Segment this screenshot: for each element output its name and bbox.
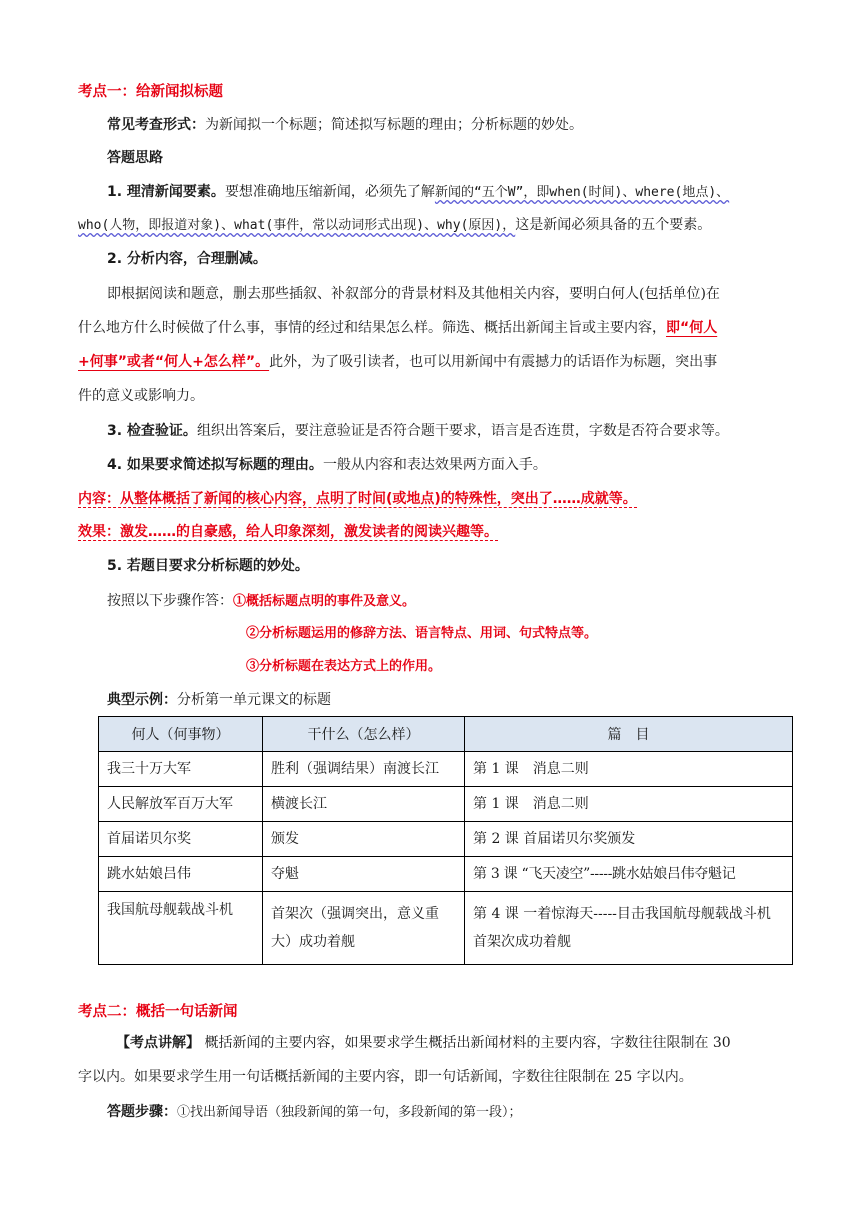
point-1-line-1 (107, 182, 729, 203)
exam-forms-label: 常见考查形式： (107, 117, 205, 133)
point-5-title: 5. 若题目要求分析标题的妙处。 (107, 558, 309, 574)
example-table (98, 716, 793, 965)
point-2-line-4: 件的意义或影响力。 (78, 388, 204, 404)
lecture-line-1 (116, 1033, 731, 1053)
point-3-line (107, 421, 729, 441)
exam-forms-text: 为新闻拟一个标题；简述拟写标题的理由；分析标题的妙处。 (205, 117, 583, 133)
steps-intro: 按照以下步骤作答： (107, 593, 233, 609)
effect-line-text: 效果：激发……的自豪感，给人印象深刻，激发读者的阅读兴趣等。 (78, 524, 498, 540)
cell-who: 我三十万大军 (99, 752, 263, 787)
lecture-text-1: 概括新闻的主要内容，如果要求学生概括出新闻材料的主要内容，字数往往限制在 30 (204, 1035, 731, 1051)
answer-steps-label: 答题步骤： (107, 1104, 177, 1120)
example-text: 分析第一单元课文的标题 (177, 692, 331, 708)
cell-who: 我国航母舰载战斗机 (99, 892, 263, 965)
steps-line-1 (107, 591, 415, 612)
five-w-text-cont: who(人物，即报道对象)、what(事件，常以动词形式出现)、why(原因)， (78, 218, 516, 233)
exam-forms-paragraph (107, 115, 583, 135)
five-w-text: 新闻的“五个W”，即when(时间)、where(地点)、 (434, 185, 730, 200)
cell-lesson: 第 2 课 首届诺贝尔奖颁发 (465, 822, 793, 857)
effect-line (78, 522, 498, 542)
answer-steps-line (107, 1102, 522, 1123)
point-2-title: 2. 分析内容，合理删减。 (107, 251, 267, 267)
point-4-text: 一般从内容和表达效果两方面入手。 (322, 457, 547, 473)
table-row (99, 892, 793, 965)
cell-who: 人民解放军百万大军 (99, 787, 263, 822)
content-line-text: 内容：从整体概括了新闻的核心内容，点明了时间(或地点)的特殊性，突出了……成就等。 (78, 491, 637, 507)
cell-who: 跳水姑娘吕伟 (99, 857, 263, 892)
point-3-text: 组织出答案后，要注意验证是否符合题干要求，语言是否连贯，字数是否符合要求等。 (196, 423, 729, 439)
point-1-title: 1. 理清新闻要素。 (107, 184, 225, 200)
cell-lesson: 第 3 课 “飞天凌空”-----跳水姑娘吕伟夺魁记 (465, 857, 793, 892)
point-2-text: 什么地方什么时候做了什么事，事情的经过和结果怎么样。筛选、概括出新闻主旨或主要内容， (78, 320, 666, 336)
example-line (107, 690, 331, 710)
point-1-text-a: 要想准确地压缩新闻，必须先了解 (224, 184, 435, 200)
example-label: 典型示例： (107, 692, 177, 708)
table-row (99, 752, 793, 787)
header-lesson: 篇 目 (465, 717, 793, 752)
red-emphasis-b: +何事”或者“何人+怎么样”。 (78, 354, 270, 370)
cell-lesson: 第 1 课 消息二则 (465, 752, 793, 787)
point-2-line-2 (78, 318, 717, 338)
cell-what: 首架次（强调突出，意义重大）成功着舰 (263, 892, 465, 965)
point-3-title: 3. 检查验证。 (107, 423, 197, 439)
header-what: 干什么（怎么样） (263, 717, 465, 752)
cell-what: 夺魁 (263, 857, 465, 892)
red-emphasis-a: 即“何人 (666, 320, 718, 336)
cell-lesson: 第 1 课 消息二则 (465, 787, 793, 822)
point-2-line-3 (78, 352, 717, 372)
lecture-label: 【考点讲解】 (116, 1035, 200, 1051)
cell-what: 横渡长江 (263, 787, 465, 822)
cell-lesson: 第 4 课 一着惊海天-----目击我国航母舰载战斗机首架次成功着舰 (465, 892, 793, 965)
point-1-text-d: 这是新闻必须具备的五个要素。 (515, 217, 712, 233)
table-row (99, 857, 793, 892)
table-row (99, 822, 793, 857)
table-header-row (99, 717, 793, 752)
step-3: ③分析标题在表达方式上的作用。 (246, 659, 442, 674)
section-heading-2: 考点二：概括一句话新闻 (78, 1003, 238, 1020)
point-4-title: 4. 如果要求简述拟写标题的理由。 (107, 457, 323, 473)
point-4-line (107, 455, 547, 475)
header-who: 何人（何事物） (99, 717, 263, 752)
cell-what: 胜利（强调结果）南渡长江 (263, 752, 465, 787)
answer-ideas-label: 答题思路 (107, 150, 163, 166)
table-row (99, 787, 793, 822)
point-1-line-2 (78, 215, 711, 236)
point-2-line-1: 即根据阅读和题意，删去那些插叙、补叙部分的背景材料及其他相关内容，要明白何人(包括单位)在 (107, 286, 720, 302)
cell-who: 首届诺贝尔奖 (99, 822, 263, 857)
step-2: ②分析标题运用的修辞方法、语言特点、用词、句式特点等。 (246, 626, 598, 641)
step-1: ①概括标题点明的事件及意义。 (233, 594, 416, 609)
section-heading-1: 考点一：给新闻拟标题 (78, 83, 223, 100)
content-line (78, 489, 637, 509)
point-2-text-b: 此外，为了吸引读者，也可以用新闻中有震撼力的话语作为标题，突出事 (269, 354, 718, 370)
cell-what: 颁发 (263, 822, 465, 857)
lecture-line-2: 字以内。如果要求学生用一句话概括新闻的主要内容，即一句话新闻，字数往往限制在 25 字以内。 (78, 1069, 693, 1085)
answer-steps-text: ①找出新闻导语（独段新闻的第一句，多段新闻的第一段）； (177, 1105, 522, 1120)
